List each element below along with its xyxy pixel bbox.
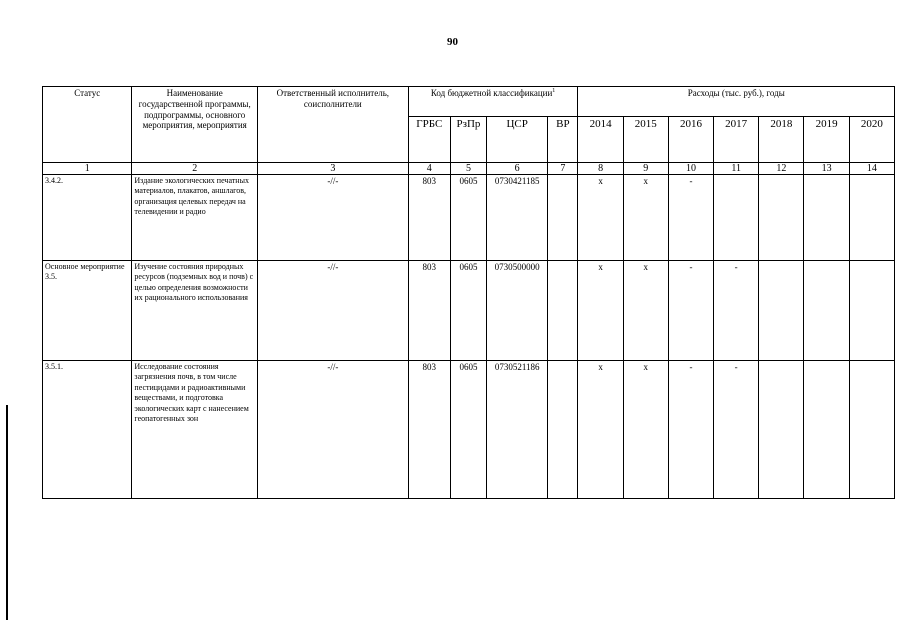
row-status: Основное мероприятие 3.5. [43, 261, 132, 361]
name-header: Наименование государственной программы, подпрограммы, основного мероприятия, мероприятия [132, 87, 258, 163]
row-executor: -//- [257, 175, 408, 261]
year-header-2017: 2017 [714, 117, 759, 163]
column-number: 1 [43, 163, 132, 175]
row-year-2014: x [578, 261, 623, 361]
row-year-2014: x [578, 361, 623, 499]
row-year-2020 [849, 175, 894, 261]
row-grbs: 803 [408, 261, 450, 361]
row-status: 3.5.1. [43, 361, 132, 499]
scan-edge-bar [6, 405, 8, 620]
row-rzpr: 0605 [450, 361, 486, 499]
row-year-2015: x [623, 175, 668, 261]
table-row [43, 261, 895, 361]
row-executor: -//- [257, 261, 408, 361]
column-number: 6 [487, 163, 548, 175]
row-csr: 0730500000 [487, 261, 548, 361]
row-rzpr: 0605 [450, 175, 486, 261]
status-header: Статус [43, 87, 132, 163]
budget-table [42, 86, 895, 499]
row-year-2019 [804, 175, 849, 261]
column-number-row [43, 163, 895, 175]
table-row [43, 361, 895, 499]
executor-header: Ответственный исполнитель, соисполнители [257, 87, 408, 163]
column-number: 2 [132, 163, 258, 175]
column-number: 13 [804, 163, 849, 175]
row-year-2020 [849, 261, 894, 361]
year-header-2014: 2014 [578, 117, 623, 163]
row-name: Изучение состояния природных ресурсов (подземных вод и почв) с целью определения возможности их рационального использования [132, 261, 258, 361]
row-name: Издание экологических печатных материалов, плакатов, аншлагов, организация целевых передач на телевидении и радио [132, 175, 258, 261]
year-header-2018: 2018 [759, 117, 804, 163]
row-year-2016: - [668, 361, 713, 499]
row-year-2016: - [668, 175, 713, 261]
row-year-2018 [759, 261, 804, 361]
row-vr [548, 175, 578, 261]
row-year-2017: - [714, 261, 759, 361]
column-number: 7 [548, 163, 578, 175]
column-number: 9 [623, 163, 668, 175]
column-number: 5 [450, 163, 486, 175]
row-vr [548, 261, 578, 361]
row-year-2020 [849, 361, 894, 499]
row-grbs: 803 [408, 361, 450, 499]
budget-code-header [408, 87, 578, 117]
expenses-header: Расходы (тыс. руб.), годы [578, 87, 895, 117]
row-executor: -//- [257, 361, 408, 499]
column-number: 4 [408, 163, 450, 175]
table-row [43, 175, 895, 261]
row-year-2016: - [668, 261, 713, 361]
row-year-2019 [804, 361, 849, 499]
row-year-2014: x [578, 175, 623, 261]
row-grbs: 803 [408, 175, 450, 261]
row-csr: 0730421185 [487, 175, 548, 261]
csr-header: ЦСР [487, 117, 548, 163]
year-header-2020: 2020 [849, 117, 894, 163]
row-year-2018 [759, 175, 804, 261]
header-row-1 [43, 87, 895, 117]
page-number: 90 [447, 36, 458, 48]
column-number: 12 [759, 163, 804, 175]
row-rzpr: 0605 [450, 261, 486, 361]
column-number: 14 [849, 163, 894, 175]
row-year-2017: - [714, 361, 759, 499]
row-status: 3.4.2. [43, 175, 132, 261]
row-year-2015: x [623, 361, 668, 499]
row-name: Исследование состояния загрязнения почв, в том числе пестицидами и радиоактивными веществами, и подготовка экологических карт с нанесением геопатогенных зон [132, 361, 258, 499]
row-year-2018 [759, 361, 804, 499]
row-year-2017 [714, 175, 759, 261]
column-number: 8 [578, 163, 623, 175]
row-year-2019 [804, 261, 849, 361]
column-number: 11 [714, 163, 759, 175]
column-number: 3 [257, 163, 408, 175]
row-vr [548, 361, 578, 499]
year-header-2019: 2019 [804, 117, 849, 163]
vr-header: ВР [548, 117, 578, 163]
year-header-2016: 2016 [668, 117, 713, 163]
row-csr: 0730521186 [487, 361, 548, 499]
rzpr-header: РзПр [450, 117, 486, 163]
row-year-2015: x [623, 261, 668, 361]
column-number: 10 [668, 163, 713, 175]
budget-code-footnote: 1 [552, 88, 556, 94]
grbs-header: ГРБС [408, 117, 450, 163]
year-header-2015: 2015 [623, 117, 668, 163]
budget-code-label: Код бюджетной классификации [430, 88, 553, 98]
